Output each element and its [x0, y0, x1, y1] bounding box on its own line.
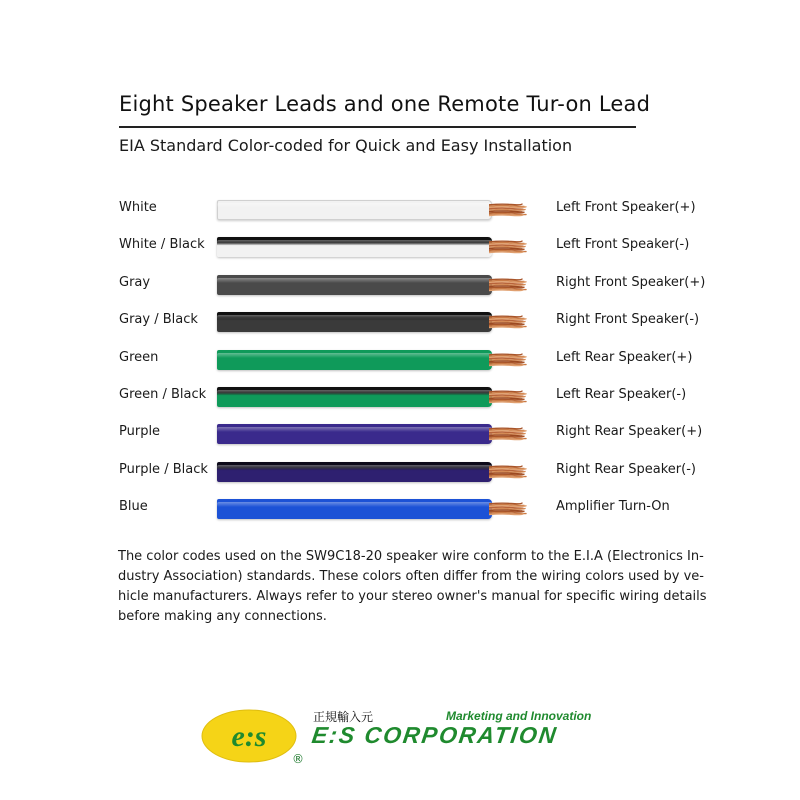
- copper-strand-end: [489, 353, 527, 367]
- wire-function-label: Right Rear Speaker(-): [556, 461, 696, 477]
- page-title: Eight Speaker Leads and one Remote Tur-on Lead: [119, 92, 651, 116]
- wire-insulation: [217, 387, 492, 407]
- wire-row: [0, 498, 800, 522]
- wire-color-name: Gray / Black: [119, 312, 198, 328]
- wire-function-label: Left Rear Speaker(+): [556, 349, 693, 365]
- wire-function-label: Right Front Speaker(+): [556, 274, 706, 290]
- wire-insulation: [217, 275, 492, 295]
- wire-row: [0, 274, 800, 298]
- wire-row: [0, 423, 800, 447]
- paragraph-line: dustry Association) standards. These colors often differ from the wiring colors used by ve-: [118, 569, 704, 584]
- wire-color-name: Gray: [119, 274, 151, 290]
- wire-color-name: Purple / Black: [119, 461, 208, 477]
- wire-insulation: [217, 312, 492, 332]
- wire-row: [0, 349, 800, 373]
- paragraph-line: hicle manufacturers. Always refer to your stereo owner's manual for specific wiring details: [118, 589, 707, 604]
- wire-row: [0, 386, 800, 410]
- copper-strand-end: [489, 278, 527, 292]
- copper-strand-end: [489, 465, 527, 479]
- description-paragraph: [118, 547, 707, 627]
- wire-row: [0, 199, 800, 223]
- wire-function-label: Left Front Speaker(-): [556, 237, 690, 253]
- wire-color-name: Green / Black: [119, 387, 207, 402]
- paragraph-line: The color codes used on the SW9C18-20 speaker wire conform to the E.I.A (Electronics In-: [118, 549, 704, 564]
- copper-strand-end: [489, 427, 527, 441]
- wire-row: [0, 236, 800, 260]
- wire-insulation: [217, 237, 492, 257]
- company-tagline: Marketing and Innovation: [446, 709, 592, 723]
- wire-insulation: [217, 499, 492, 519]
- wire-color-name: White: [119, 200, 157, 215]
- wire-function-label: Right Front Speaker(-): [556, 312, 700, 328]
- wire-row: [0, 311, 800, 335]
- wire-color-name: White / Black: [119, 237, 205, 253]
- paragraph-line: before making any connections.: [118, 609, 327, 624]
- wire-color-name: Purple: [119, 424, 161, 440]
- copper-strand-end: [489, 315, 527, 329]
- company-name: E:S CORPORATION: [310, 722, 560, 748]
- registered-mark: ®: [292, 752, 304, 766]
- wire-insulation: [217, 462, 492, 482]
- es-logo-mark: [200, 708, 298, 764]
- wire-function-label: Amplifier Turn-On: [556, 499, 670, 515]
- copper-strand-end: [489, 502, 527, 516]
- wire-row: [0, 461, 800, 485]
- wire-function-label: Right Rear Speaker(+): [556, 424, 703, 440]
- page-subtitle: EIA Standard Color-coded for Quick and Easy Installation: [119, 136, 573, 155]
- authorized-importer-label: 正規輸入元: [313, 710, 374, 724]
- wire-color-name: Green: [119, 349, 159, 365]
- wire-insulation: [217, 200, 492, 220]
- copper-strand-end: [489, 390, 527, 404]
- wire-color-name: Blue: [119, 499, 148, 515]
- logo-mark-text: e:s: [231, 720, 267, 753]
- copper-strand-end: [489, 240, 527, 254]
- wire-function-label: Left Rear Speaker(-): [556, 387, 687, 402]
- wire-insulation: [217, 424, 492, 444]
- wire-function-label: Left Front Speaker(+): [556, 200, 696, 215]
- wire-insulation: [217, 350, 492, 370]
- company-logo: [200, 700, 620, 775]
- copper-strand-end: [489, 203, 527, 217]
